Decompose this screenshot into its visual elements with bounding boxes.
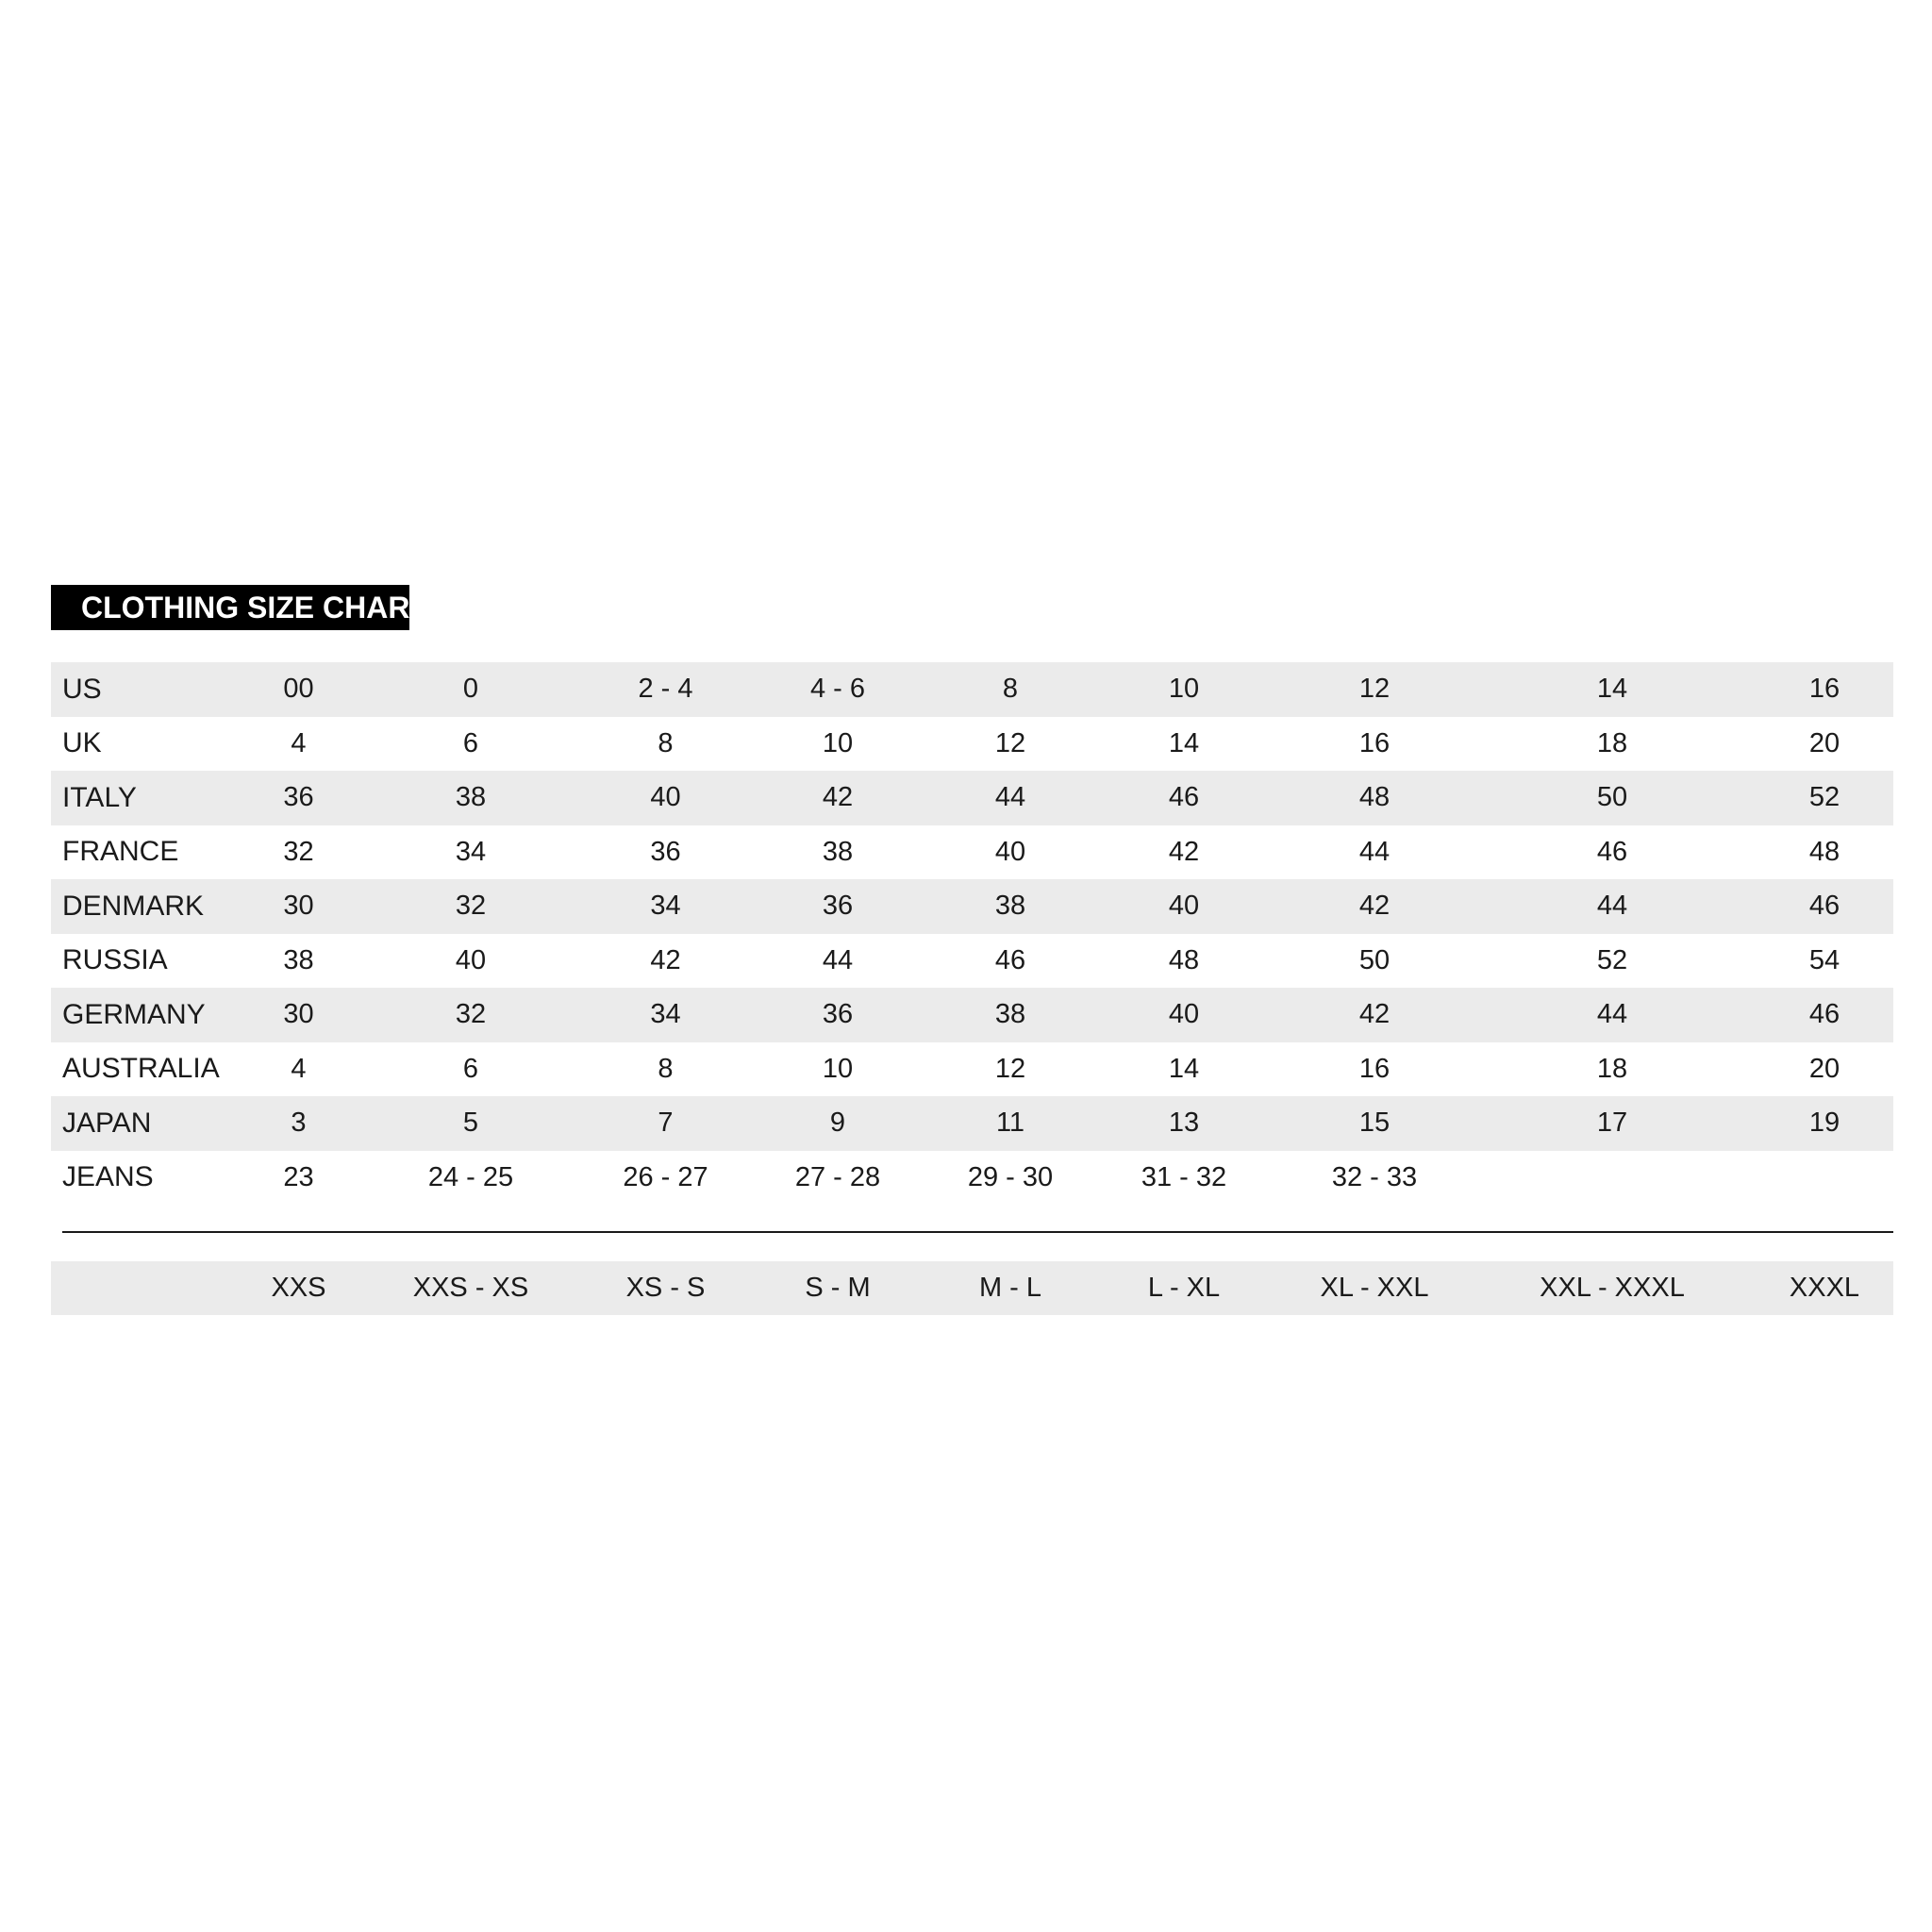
table-cell: 32 — [455, 891, 487, 922]
table-cell: 40 — [1168, 999, 1200, 1030]
table-cell: 18 — [1596, 1053, 1628, 1084]
row-label: US — [62, 673, 102, 705]
table-row-denmark — [51, 879, 1893, 934]
table-cell: 46 — [994, 944, 1026, 975]
table-cell: 36 — [283, 782, 314, 813]
table-cell: 24 - 25 — [427, 1161, 514, 1192]
table-cell: 15 — [1358, 1108, 1391, 1139]
table-cell: 31 - 32 — [1141, 1161, 1227, 1192]
table-cell: 44 — [994, 782, 1026, 813]
table-cell: 5 — [462, 1108, 479, 1139]
table-cell: 4 — [291, 1053, 307, 1084]
row-label: JAPAN — [62, 1107, 152, 1139]
table-row-italy — [51, 771, 1893, 825]
table-cell: 52 — [1808, 782, 1840, 813]
table-cell: 9 — [829, 1108, 846, 1139]
table-cell: 46 — [1808, 999, 1840, 1030]
size-cell: XXXL — [1789, 1273, 1860, 1303]
table-cell: 0 — [462, 674, 479, 705]
table-cell: 10 — [822, 1053, 854, 1084]
table-cell: 50 — [1596, 782, 1628, 813]
size-chart — [51, 585, 1893, 1315]
table-cell: 10 — [822, 727, 854, 758]
row-label: DENMARK — [62, 890, 205, 922]
table-row-russia — [51, 934, 1893, 989]
table-cell: 36 — [822, 891, 854, 922]
table-cell: 29 - 30 — [967, 1161, 1054, 1192]
table-cell: 36 — [650, 836, 681, 867]
table-cell: 38 — [994, 999, 1026, 1030]
table-cell: 48 — [1168, 944, 1200, 975]
table-cell: 34 — [650, 999, 681, 1030]
row-label: AUSTRALIA — [62, 1053, 220, 1085]
chart-title: CLOTHING SIZE CHART — [51, 585, 409, 630]
table-cell: 42 — [1358, 999, 1391, 1030]
table-cell: 27 - 28 — [794, 1161, 881, 1192]
table-cell: 16 — [1358, 727, 1391, 758]
table-cell: 17 — [1596, 1108, 1628, 1139]
table-cell: 36 — [822, 999, 854, 1030]
table-cell: 44 — [1596, 999, 1628, 1030]
table-row-jeans — [51, 1151, 1893, 1206]
size-cell: XXL - XXXL — [1540, 1273, 1685, 1303]
table-cell: 00 — [283, 674, 314, 705]
table-cell: 32 — [283, 836, 314, 867]
table-cell: 46 — [1596, 836, 1628, 867]
table-cell: 34 — [455, 836, 487, 867]
table-cell: 16 — [1808, 674, 1840, 705]
table-cell: 10 — [1168, 674, 1200, 705]
table-row-france — [51, 825, 1893, 880]
table-cell: 8 — [658, 727, 674, 758]
table-cell: 6 — [462, 727, 479, 758]
table-cell: 12 — [994, 727, 1026, 758]
row-label: UK — [62, 727, 102, 759]
table-cell: 19 — [1808, 1108, 1840, 1139]
table-cell: 23 — [283, 1161, 314, 1192]
table-cell: 30 — [283, 891, 314, 922]
table-cell: 34 — [650, 891, 681, 922]
table-cell: 50 — [1358, 944, 1391, 975]
table-cell: 16 — [1358, 1053, 1391, 1084]
table-cell: 44 — [822, 944, 854, 975]
table-cell: 54 — [1808, 944, 1840, 975]
size-cell: XS - S — [625, 1273, 706, 1303]
table-cell: 48 — [1358, 782, 1391, 813]
size-cell: L - XL — [1147, 1273, 1221, 1303]
table-row-uk — [51, 717, 1893, 772]
table-cell: 14 — [1168, 727, 1200, 758]
table-cell: 38 — [994, 891, 1026, 922]
size-cell: XL - XXL — [1320, 1273, 1429, 1303]
table-cell: 4 — [291, 727, 307, 758]
table-cell: 32 - 33 — [1331, 1161, 1418, 1192]
row-label: FRANCE — [62, 836, 179, 868]
table-cell: 38 — [822, 836, 854, 867]
table-cell: 2 - 4 — [638, 674, 693, 705]
table-cell: 40 — [650, 782, 681, 813]
row-label: RUSSIA — [62, 944, 168, 976]
size-cell: S - M — [805, 1273, 871, 1303]
table-cell: 30 — [283, 999, 314, 1030]
table-cell: 18 — [1596, 727, 1628, 758]
row-label: ITALY — [62, 781, 137, 813]
table-cell: 46 — [1168, 782, 1200, 813]
table-divider — [62, 1231, 1893, 1233]
table-cell: 42 — [650, 944, 681, 975]
table-cell: 40 — [994, 836, 1026, 867]
table-cell: 40 — [1168, 891, 1200, 922]
table-row-japan — [51, 1096, 1893, 1151]
table-cell: 20 — [1808, 727, 1840, 758]
table-row-australia — [51, 1042, 1893, 1097]
table-cell: 52 — [1596, 944, 1628, 975]
table-cell: 42 — [822, 782, 854, 813]
table-cell: 42 — [1358, 891, 1391, 922]
table-cell: 38 — [455, 782, 487, 813]
table-cell: 8 — [1002, 674, 1019, 705]
table-cell: 12 — [1358, 674, 1391, 705]
size-cell: XXS - XS — [412, 1273, 529, 1303]
table-cell: 44 — [1596, 891, 1628, 922]
size-table — [51, 662, 1893, 1315]
table-cell: 26 - 27 — [623, 1161, 708, 1192]
table-cell: 40 — [455, 944, 487, 975]
table-cell: 3 — [291, 1108, 307, 1139]
table-row-us — [51, 662, 1893, 717]
table-cell: 14 — [1596, 674, 1628, 705]
table-cell: 32 — [455, 999, 487, 1030]
size-cell: M - L — [978, 1273, 1042, 1303]
table-row-germany — [51, 988, 1893, 1042]
table-cell: 20 — [1808, 1053, 1840, 1084]
table-cell: 4 - 6 — [809, 674, 866, 705]
table-cell: 42 — [1168, 836, 1200, 867]
row-label: GERMANY — [62, 998, 206, 1030]
table-cell: 46 — [1808, 891, 1840, 922]
table-cell: 44 — [1358, 836, 1391, 867]
table-cell: 7 — [658, 1108, 674, 1139]
table-cell: 12 — [994, 1053, 1026, 1084]
table-row-sizes — [51, 1261, 1893, 1315]
table-cell: 48 — [1808, 836, 1840, 867]
table-cell: 8 — [658, 1053, 674, 1084]
row-label: JEANS — [62, 1161, 154, 1193]
table-cell: 6 — [462, 1053, 479, 1084]
table-cell: 13 — [1168, 1108, 1200, 1139]
table-cell: 38 — [283, 944, 314, 975]
table-cell: 14 — [1168, 1053, 1200, 1084]
table-cell: 11 — [995, 1108, 1025, 1139]
size-cell: XXS — [271, 1273, 326, 1303]
